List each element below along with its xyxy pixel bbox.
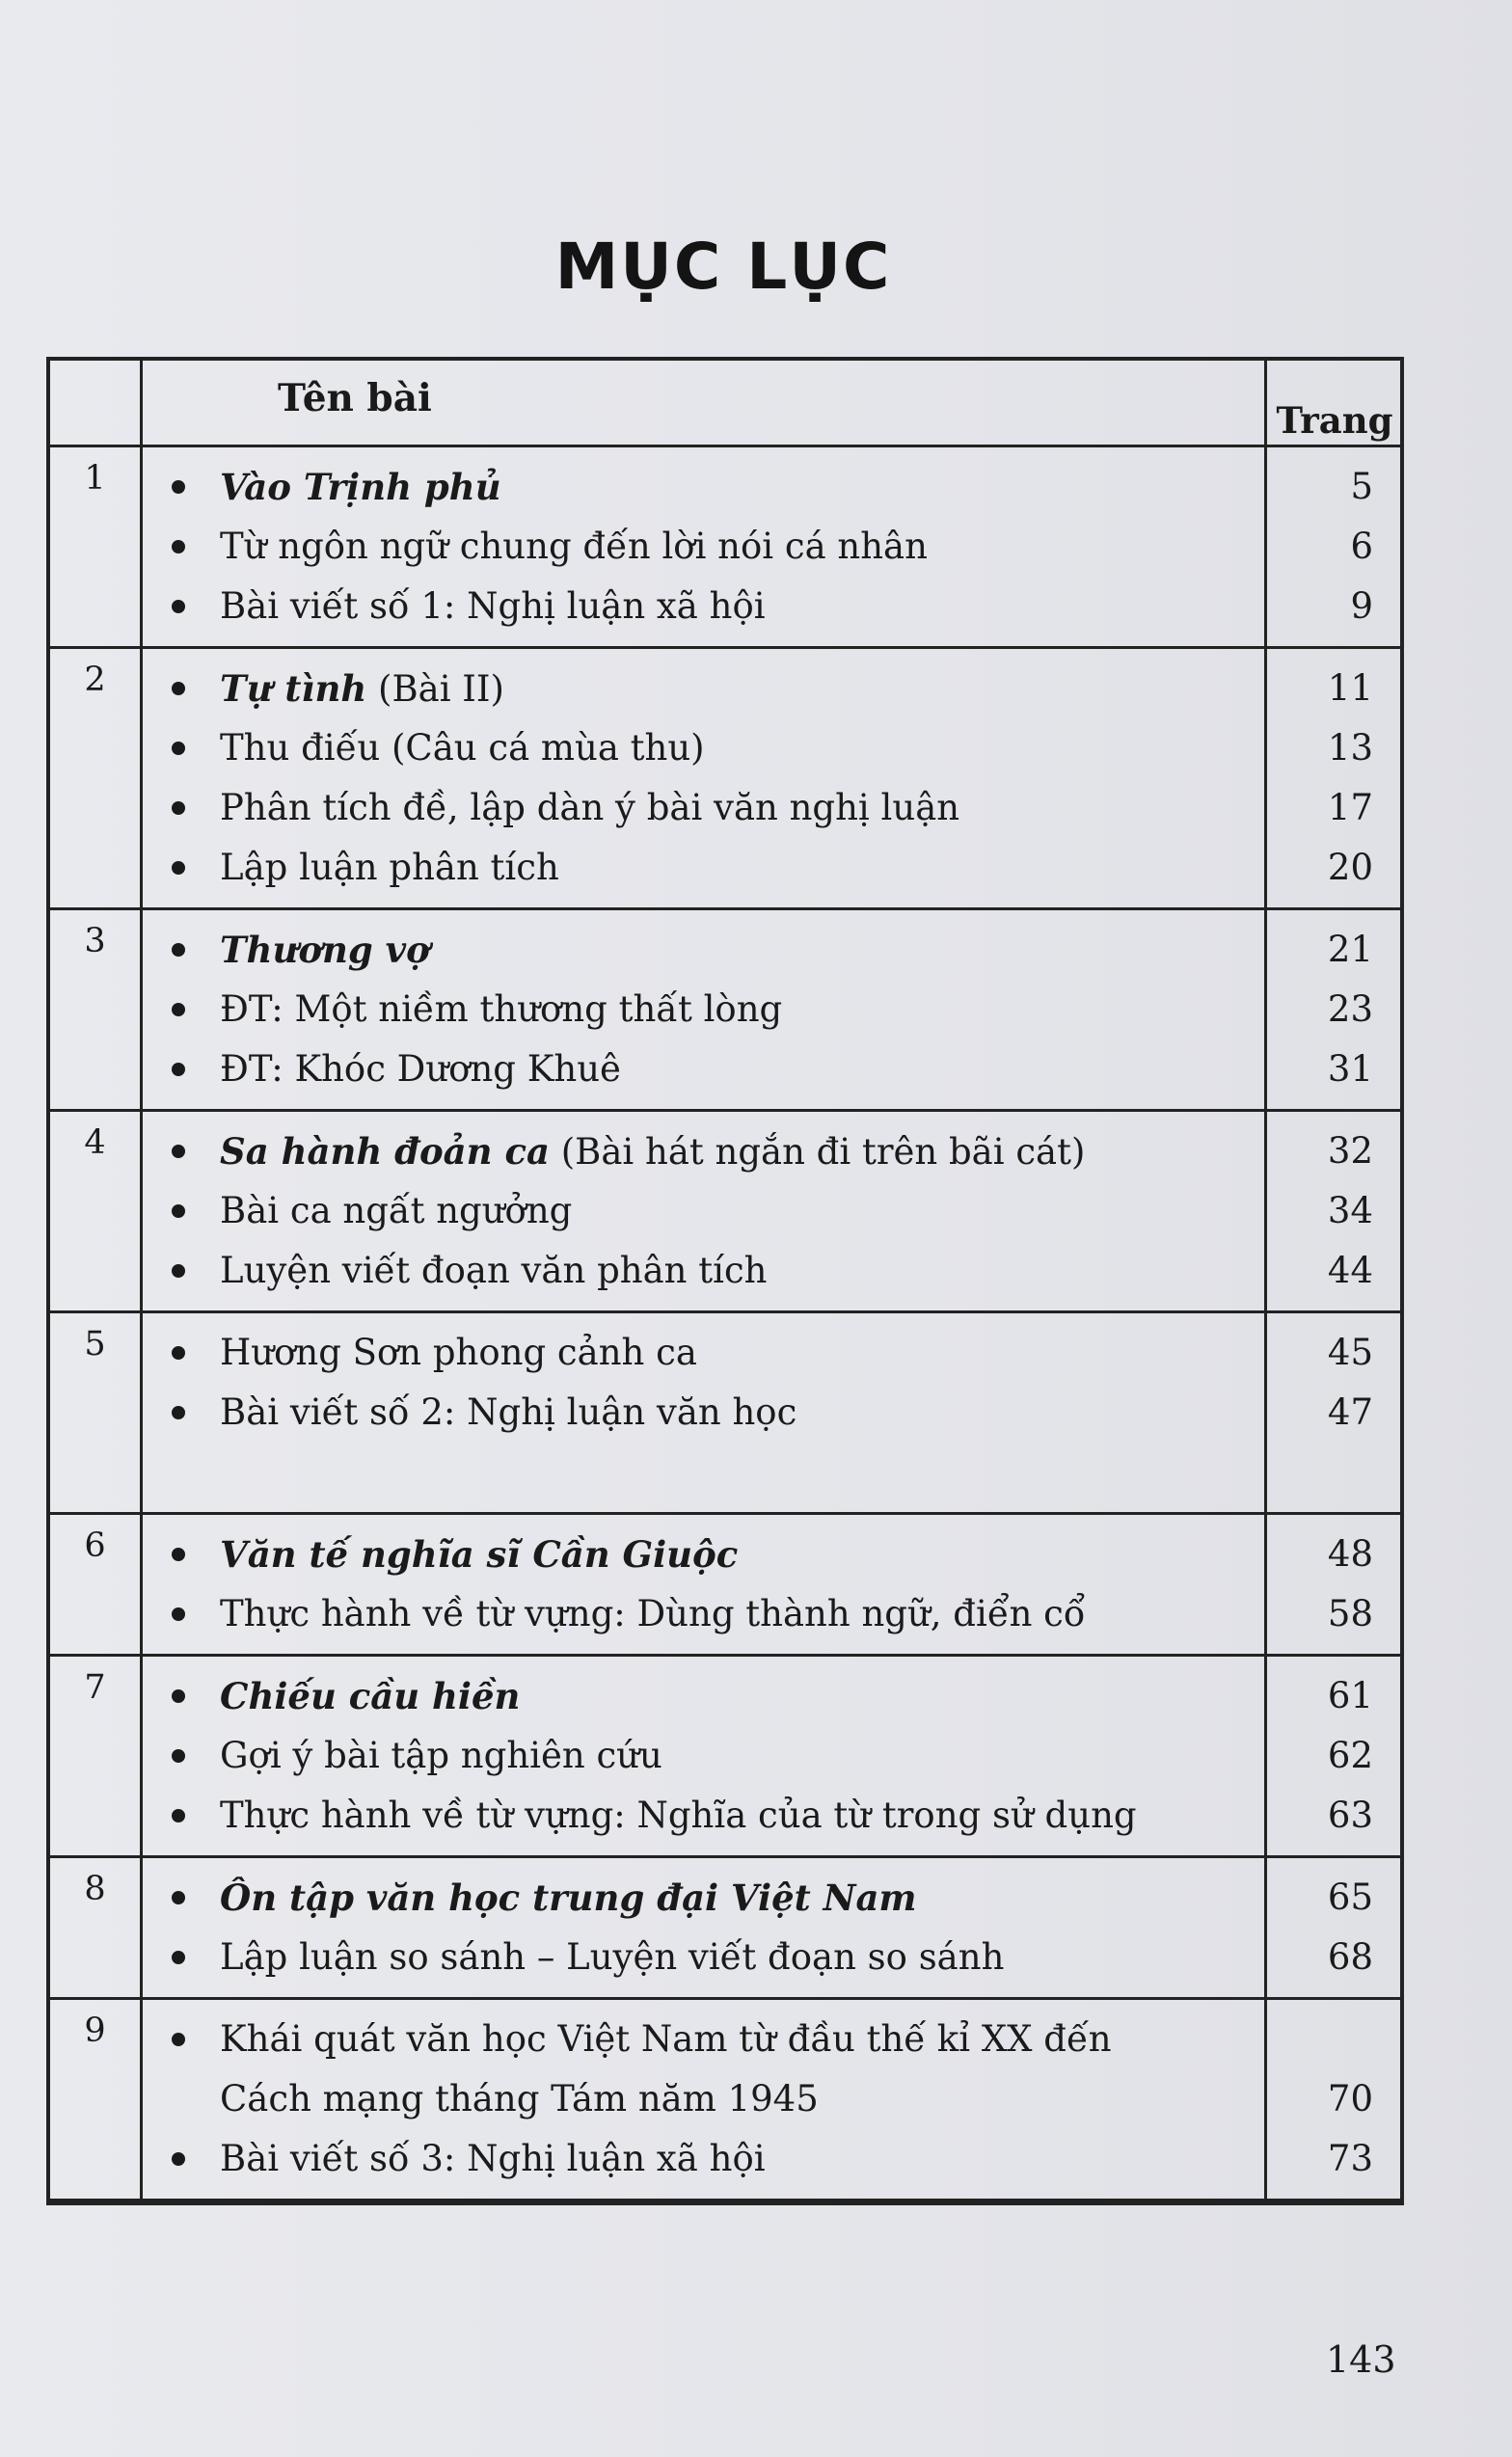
lesson-entry	[162, 838, 1264, 898]
row-number: 7	[50, 1657, 143, 1858]
lesson-title-emphasis: Vào Trịnh phủ	[220, 466, 501, 508]
page-ref: 65	[1327, 1876, 1373, 1918]
lesson-entry	[162, 1666, 1264, 1726]
lesson-title-text: Bài viết số 2: Nghị luận văn học	[220, 1391, 797, 1433]
row-pages	[1267, 2000, 1402, 2201]
bullet-icon	[172, 943, 185, 957]
header-number-cell	[50, 361, 143, 447]
table-of-contents	[46, 357, 1404, 2205]
page-ref: 9	[1350, 585, 1373, 627]
bullet-icon	[172, 540, 185, 554]
row-number: 4	[50, 1112, 143, 1313]
bullet-icon	[172, 1406, 185, 1419]
bullet-icon	[172, 1346, 185, 1360]
lesson-title-text: Phân tích đề, lập dàn ý bài văn nghị luận	[220, 787, 960, 828]
lesson-title-text: Thực hành về từ vựng: Dùng thành ngữ, điển cổ	[220, 1593, 1086, 1634]
header-page: Trang	[1267, 361, 1402, 447]
page-ref: 73	[1327, 2138, 1373, 2179]
bullet-icon	[172, 801, 185, 815]
lesson-entry	[162, 1584, 1264, 1644]
lesson-entry	[162, 517, 1264, 577]
table-row	[50, 649, 1400, 910]
lesson-title-text: Khái quát văn học Việt Nam từ đầu thế kỉ XX đến	[220, 2018, 1112, 2060]
lesson-entry	[162, 980, 1264, 1040]
table-row	[50, 2000, 1400, 2201]
bullet-icon	[172, 1749, 185, 1763]
row-lessons	[143, 1515, 1267, 1657]
lesson-entry	[162, 1181, 1264, 1241]
lesson-title-text: Bài ca ngất ngưởng	[220, 1190, 573, 1231]
table-header	[50, 361, 1400, 447]
page-ref: 17	[1327, 787, 1373, 828]
lesson-entry	[162, 1525, 1264, 1584]
lesson-title-emphasis: Văn tế nghĩa sĩ Cần Giuộc	[220, 1533, 739, 1576]
bullet-icon	[172, 2033, 185, 2046]
lesson-entry	[162, 718, 1264, 778]
lesson-title-text: Gợi ý bài tập nghiên cứu	[220, 1735, 662, 1776]
bullet-icon	[172, 600, 185, 613]
page-ref: 62	[1327, 1735, 1373, 1776]
lesson-entry	[162, 1040, 1264, 1099]
row-number: 1	[50, 447, 143, 649]
lesson-title-text: Bài viết số 3: Nghị luận xã hội	[220, 2138, 766, 2179]
lesson-title-text: Lập luận phân tích	[220, 847, 559, 888]
page-ref: 5	[1350, 466, 1373, 507]
row-number: 3	[50, 910, 143, 1112]
lesson-entry	[162, 920, 1264, 980]
bullet-icon	[172, 2152, 185, 2166]
row-number: 6	[50, 1515, 143, 1657]
row-pages	[1267, 1515, 1402, 1657]
lesson-title-text: Bài viết số 1: Nghị luận xã hội	[220, 585, 766, 627]
row-number: 5	[50, 1313, 143, 1515]
lesson-title-text: ĐT: Một niềm thương thất lòng	[220, 988, 783, 1030]
page-ref: 13	[1327, 727, 1373, 769]
bullet-icon	[172, 1145, 185, 1158]
row-pages	[1267, 447, 1402, 649]
lesson-entry	[162, 1726, 1264, 1786]
row-number: 2	[50, 649, 143, 910]
lesson-title-text: Thực hành về từ vựng: Nghĩa của từ trong sử dụng	[220, 1795, 1137, 1836]
page-ref: 6	[1350, 526, 1373, 567]
bullet-icon	[172, 682, 185, 695]
lesson-title-text: Hương Sơn phong cảnh ca	[220, 1332, 697, 1373]
lesson-title-emphasis: Ôn tập văn học trung đại Việt Nam	[220, 1876, 917, 1919]
bullet-icon	[172, 480, 185, 494]
row-pages	[1267, 1112, 1402, 1313]
bullet-icon	[172, 1607, 185, 1621]
lesson-title-emphasis: Chiếu cầu hiền	[220, 1675, 521, 1717]
lesson-entry	[162, 1383, 1264, 1443]
lesson-title-emphasis: Thương vợ	[220, 929, 430, 971]
lesson-title-text: Cách mạng tháng Tám năm 1945	[220, 2078, 819, 2120]
row-lessons	[143, 447, 1267, 649]
table-row	[50, 1515, 1400, 1657]
page-ref: 32	[1327, 1130, 1373, 1172]
table-row	[50, 1112, 1400, 1313]
page-ref: 70	[1327, 2078, 1373, 2120]
lesson-title-text: Lập luận so sánh – Luyện viết đoạn so sánh	[220, 1936, 1005, 1978]
table-row	[50, 1657, 1400, 1858]
lesson-entry	[162, 1868, 1264, 1928]
bullet-icon	[172, 1809, 185, 1822]
bullet-icon	[172, 1063, 185, 1076]
lesson-title-emphasis: Tự tình	[220, 667, 367, 710]
lesson-entry	[162, 577, 1264, 636]
row-lessons	[143, 2000, 1267, 2201]
page-ref: 31	[1327, 1048, 1373, 1090]
blank-line	[162, 1443, 1264, 1502]
page-ref: 68	[1327, 1936, 1373, 1978]
row-number: 8	[50, 1858, 143, 2000]
page-ref: 63	[1327, 1795, 1373, 1836]
row-pages	[1267, 1657, 1402, 1858]
bullet-icon	[172, 1003, 185, 1016]
table-row	[50, 1858, 1400, 2000]
lesson-entry	[162, 1786, 1264, 1846]
lesson-title-text: (Bài hát ngắn đi trên bãi cát)	[549, 1131, 1086, 1173]
bullet-icon	[172, 861, 185, 875]
lesson-entry	[162, 1241, 1264, 1301]
bullet-icon	[172, 1951, 185, 1964]
row-pages	[1267, 1858, 1402, 2000]
page-ref: 44	[1327, 1250, 1373, 1291]
row-pages	[1267, 910, 1402, 1112]
bullet-icon	[172, 742, 185, 755]
bullet-icon	[172, 1891, 185, 1904]
page-ref: 58	[1327, 1593, 1373, 1634]
lesson-title-text: (Bài II)	[366, 668, 504, 710]
table-body	[50, 447, 1400, 2201]
header-lesson-name: Tên bài	[143, 361, 1267, 447]
page-ref: 47	[1327, 1391, 1373, 1433]
lesson-entry	[162, 1121, 1264, 1181]
table-row	[50, 910, 1400, 1112]
lesson-entry	[162, 659, 1264, 718]
bullet-icon	[172, 1548, 185, 1561]
page-ref: 21	[1327, 929, 1373, 970]
bullet-icon	[172, 1264, 185, 1278]
lesson-entry	[162, 1323, 1264, 1383]
page-title: MỤC LỤC	[554, 230, 892, 304]
page-ref: 23	[1327, 988, 1373, 1030]
table-row	[50, 1313, 1400, 1515]
bullet-icon	[172, 1204, 185, 1218]
lesson-title-text: ĐT: Khóc Dương Khuê	[220, 1048, 621, 1090]
lesson-entry	[162, 1928, 1264, 1987]
page-ref: 20	[1327, 847, 1373, 888]
table-row	[50, 447, 1400, 649]
lesson-entry	[162, 2129, 1264, 2189]
lesson-entry	[162, 2069, 1264, 2129]
page-ref: 61	[1327, 1675, 1373, 1716]
lesson-title-text: Từ ngôn ngữ chung đến lời nói cá nhân	[220, 526, 928, 567]
row-pages	[1267, 1313, 1402, 1515]
lesson-entry	[162, 778, 1264, 838]
row-lessons	[143, 1657, 1267, 1858]
page-ref: 48	[1327, 1533, 1373, 1575]
lesson-title-text: Luyện viết đoạn văn phân tích	[220, 1250, 768, 1291]
row-pages	[1267, 649, 1402, 910]
row-lessons	[143, 1112, 1267, 1313]
lesson-title-emphasis: Sa hành đoản ca	[220, 1130, 550, 1173]
row-lessons	[143, 910, 1267, 1112]
lesson-entry	[162, 2010, 1264, 2069]
page-ref: 45	[1327, 1332, 1373, 1373]
bullet-icon	[172, 1689, 185, 1703]
row-number: 9	[50, 2000, 143, 2201]
row-lessons	[143, 1858, 1267, 2000]
page-number: 143	[1326, 2338, 1396, 2381]
row-lessons	[143, 649, 1267, 910]
page-ref: 11	[1327, 667, 1373, 709]
lesson-title-text: Thu điếu (Câu cá mùa thu)	[220, 727, 705, 769]
page-ref: 34	[1327, 1190, 1373, 1231]
lesson-entry	[162, 457, 1264, 517]
row-lessons	[143, 1313, 1267, 1515]
